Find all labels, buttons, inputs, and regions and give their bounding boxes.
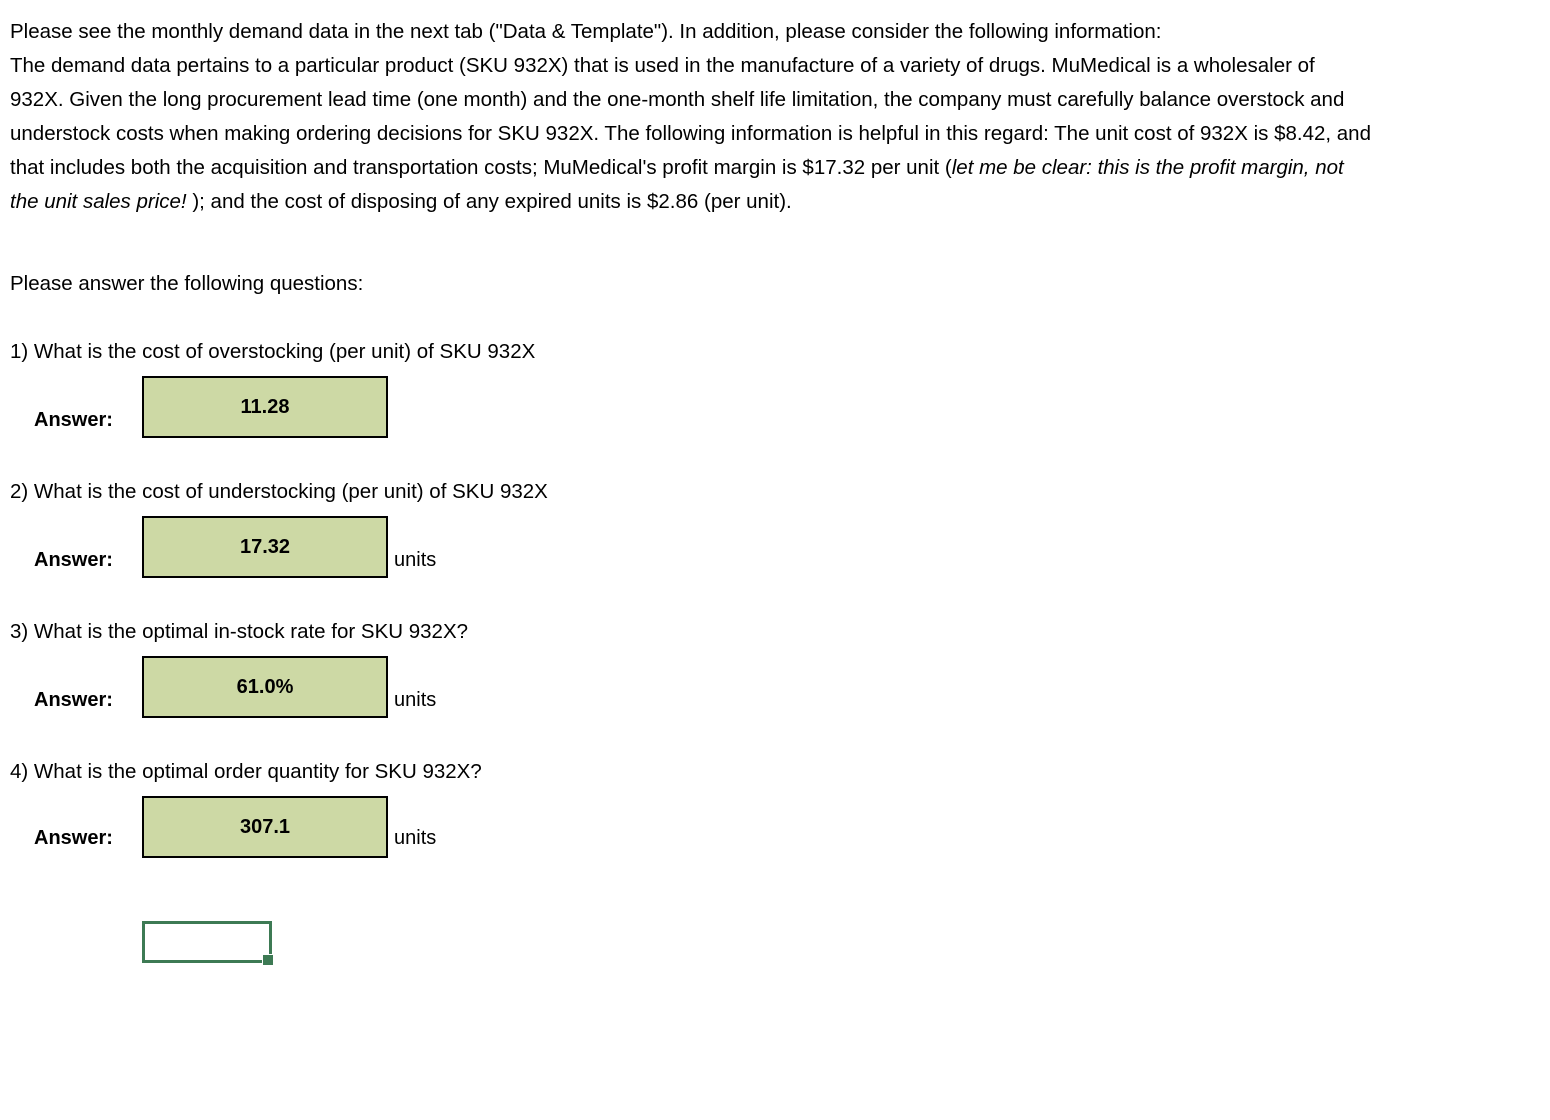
instructions-paragraph [10,15,1371,219]
instructions-text: that includes both the acquisition and transportation costs; MuMedical's profit margin is $17.32 per unit ( [10,156,952,179]
instructions-italic-note: the unit sales price! [10,190,187,213]
answer-4-label: Answer: [34,827,113,849]
answer-4-cell[interactable] [142,796,388,858]
selected-cell[interactable] [142,921,272,963]
questions-prompt: Please answer the following questions: [10,272,364,295]
answer-2-unit: units [394,549,437,571]
answer-4-value: 307.1 [239,816,291,838]
instructions-line [10,151,1371,185]
instructions-italic-note: let me be clear: this is the profit margin, not [951,156,1344,179]
fill-handle[interactable] [262,954,274,966]
instructions-line: The demand data pertains to a particular product (SKU 932X) that is used in the manufacture of a variety of drugs. MuMedical is a wholesaler of [10,54,1315,77]
answer-3-label: Answer: [34,689,113,711]
answer-3-unit: units [394,689,437,711]
question-3-text: 3) What is the optimal in-stock rate for SKU 932X? [10,620,469,643]
instructions-text: ); and the cost of disposing of any expired units is $2.86 (per unit). [186,190,792,213]
question-2-text: 2) What is the cost of understocking (per unit) of SKU 932X [10,480,548,503]
instructions-line [10,185,1371,219]
answer-2-label: Answer: [34,549,113,571]
answer-2-value: 17.32 [239,536,291,558]
answer-4-unit: units [394,827,437,849]
instructions-line: 932X. Given the long procurement lead time (one month) and the one-month shelf life limitation, the company must carefully balance overstock and [10,88,1345,111]
question-1-text: 1) What is the cost of overstocking (per unit) of SKU 932X [10,340,536,363]
answer-3-value: 61.0% [236,676,294,698]
question-4-text: 4) What is the optimal order quantity for SKU 932X? [10,760,482,783]
answer-1-cell[interactable] [142,376,388,438]
answer-1-label: Answer: [34,409,113,431]
instructions-line: Please see the monthly demand data in the next tab ("Data & Template"). In addition, please consider the following information: [10,20,1162,43]
answer-2-cell[interactable] [142,516,388,578]
instructions-line: understock costs when making ordering decisions for SKU 932X. The following information is helpful in this regard: The unit cost of 932X is $8.42, and [10,122,1371,145]
answer-1-value: 11.28 [240,396,290,418]
answer-3-cell[interactable] [142,656,388,718]
